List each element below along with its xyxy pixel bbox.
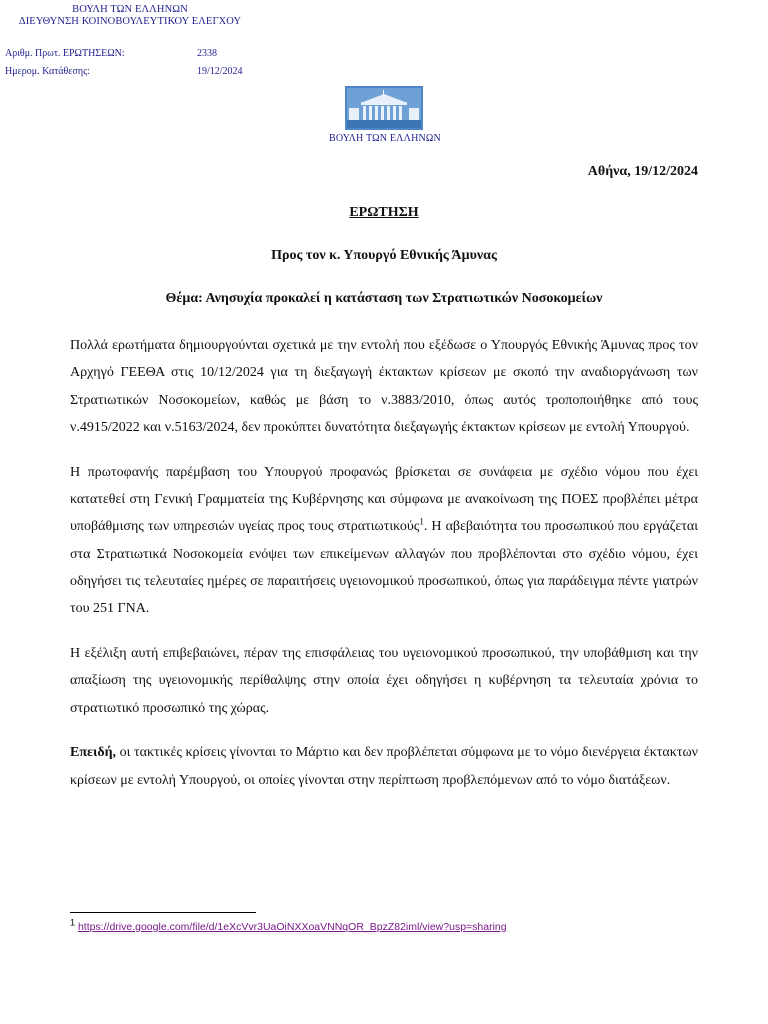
footnote-number: 1 (70, 917, 76, 928)
footnote (70, 917, 507, 933)
document-title-text: ΕΡΩΤΗΣΗ (349, 205, 419, 220)
document-title (70, 205, 698, 221)
submission-date-label: Ημερομ. Κατάθεσης: (5, 66, 90, 77)
footnote-reference[interactable]: 1 (419, 516, 424, 527)
parliament-building-icon (345, 86, 423, 130)
paragraph-2-text-after: . Η αβεβαιότητα του προσωπικού που εργάζεται στα Στρατιωτικά Νοσοκομεία ενόψει των επικείμενων αλλαγών που προβλέπονται στο σχέδιο νόμου, έχει οδηγήσει τις τελευταίες ημέρες σε παραιτήσεις υγειονομικού προσωπικού, όπως για παράδειγμα πέντε γιατρών του 251 ΓΝΑ. (70, 519, 698, 617)
paragraph-1: Πολλά ερωτήματα δημιουργούνται σχετικά με την εντολή που εξέδωσε ο Υπουργός Εθνικής Άμυνας προς τον Αρχηγό ΓΕΕΘΑ στις 10/12/2024 για τη διεξαγωγή έκτακτων κρίσεων με σκοπό την αναδιοργάνωση των Στρατιωτικών Νοσοκομείων, καθώς με βάση το ν.3883/2010, όπως αυτός τροποποιήθηκε από τους ν.4915/2022 και ν.5163/2024, δεν προκύπτει δυνατότητα διεξαγωγής έκτακτων κρίσεων με εντολή Υπουργού. (70, 338, 698, 435)
issuer-header (0, 4, 260, 28)
logo-caption: ΒΟΥΛΗ ΤΩΝ ΕΛΛΗΝΩΝ (329, 133, 441, 144)
submission-date-value: 19/12/2024 (197, 66, 243, 77)
protocol-number-value: 2338 (197, 48, 217, 59)
paragraph-4-lead: Επειδή, (70, 745, 117, 761)
paragraph-4 (70, 739, 698, 794)
paragraph-3: Η εξέλιξη αυτή επιβεβαιώνει, πέραν της επισφάλειας του υγειονομικού προσωπικού, την υποβάθμιση και την απαξίωση της υγειονομικής περίθαλψης στην οποία έχει οδηγήσει η κυβέρνηση τα τελευταία χρόνια το στρατιωτικό προσωπικό της χώρας. (70, 645, 698, 716)
protocol-number-row (5, 48, 217, 59)
footnote-divider (70, 912, 256, 913)
paragraph-2 (70, 459, 698, 623)
protocol-number-label: Αριθμ. Πρωτ. ΕΡΩΤΗΣΕΩΝ: (5, 48, 125, 59)
place-date: Αθήνα, 19/12/2024 (587, 164, 698, 179)
paragraph-2-text-before: Η πρωτοφανής παρέμβαση του Υπουργού προφανώς βρίσκεται σε συνάφεια με σχέδιο νόμου που έχει κατατεθεί στη Γενική Γραμματεία της Κυβέρνησης και σύμφωνα με ανακοίνωση της ΠΟΕΣ προβλέπει μέτρα υποβάθμισης των υπηρεσιών υγείας προς τους στρατιωτικούς (70, 464, 698, 535)
document-body (70, 332, 698, 811)
footnote-link[interactable]: https://drive.google.com/file/d/1eXcVvr3UaOiNXXoaVNNqOR_BpzZ82iml/view?usp=sharing (77, 921, 507, 933)
subject-line: Θέμα: Ανησυχία προκαλεί η κατάσταση των Στρατιωτικών Νοσοκομείων (165, 291, 603, 306)
submission-date-row (5, 66, 243, 77)
issuer-line-1: ΒΟΥΛΗ ΤΩΝ ΕΛΛΗΝΩΝ (72, 4, 188, 15)
issuer-line-2: ΔΙΕΥΘΥΝΣΗ ΚΟΙΝΟΒΟΥΛΕΥΤΙΚΟΥ ΕΛΕΓΧΟΥ (18, 16, 242, 27)
paragraph-4-text: οι τακτικές κρίσεις γίνονται το Μάρτιο και δεν προβλέπεται σύμφωνα με το νόμο διενέργεια έκτακτων κρίσεων με εντολή Υπουργού, οι οποίες γίνονται στην περίπτωση προβλεπόμενων από το νόμο διατάξεων. (70, 745, 698, 788)
recipient-line: Προς τον κ. Υπουργό Εθνικής Άμυνας (271, 248, 497, 263)
